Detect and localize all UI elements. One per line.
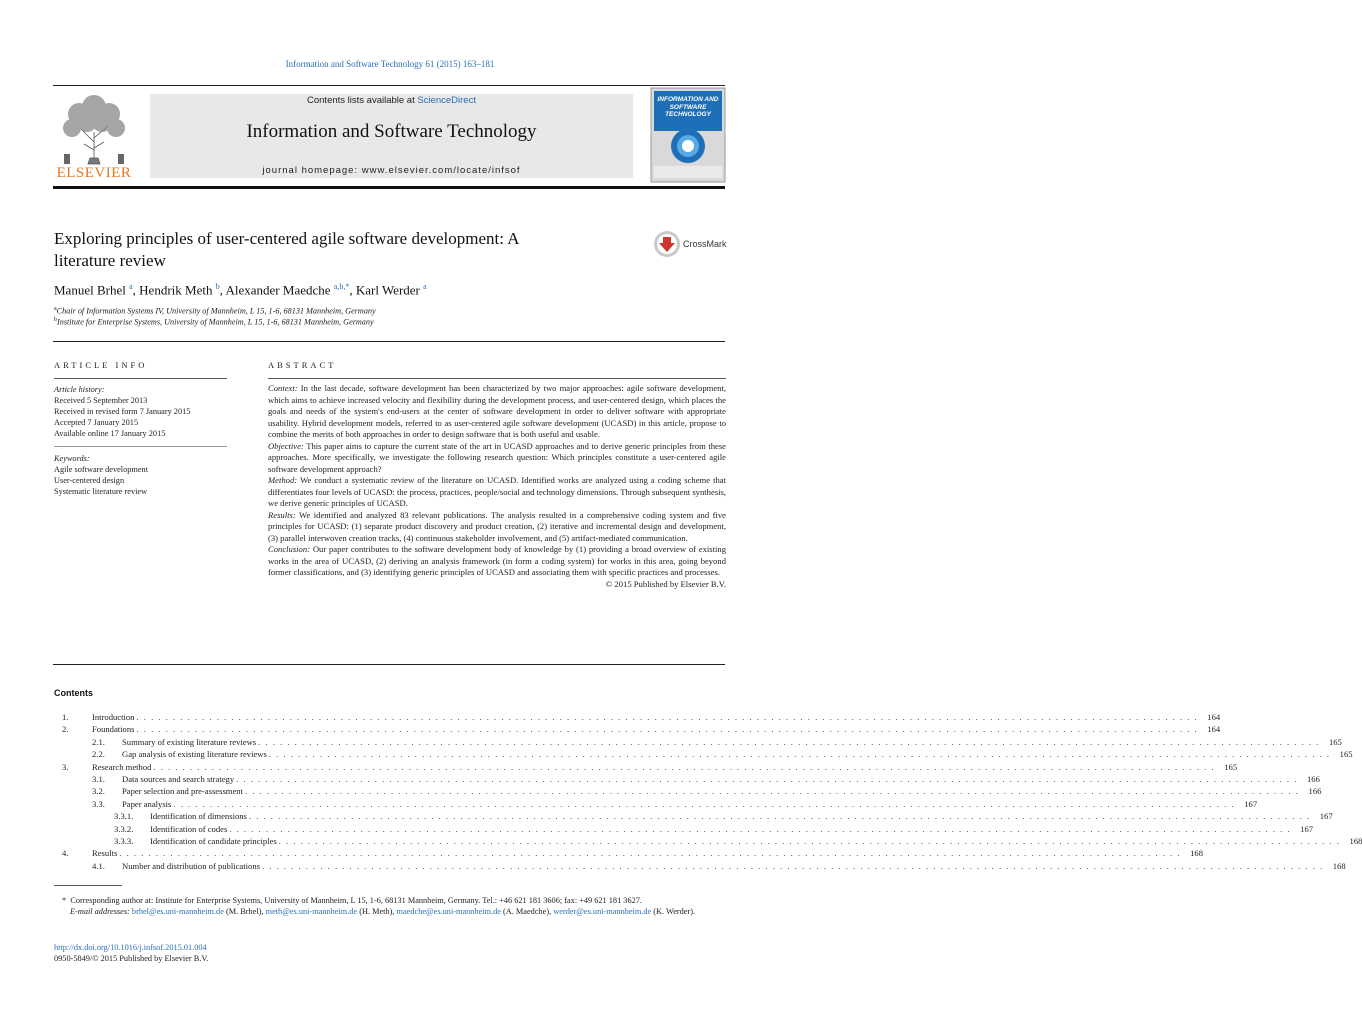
toc-entry[interactable] (54, 798, 1258, 810)
paper-title-line-2: literature review (54, 251, 166, 270)
toc-number: 1. (62, 712, 69, 722)
abstract-section-text: We conduct a systematic review of the literature on UCASD. Identified works are analyzed using a coding scheme that differentiates four levels of UCASD: the process, practices, people/social and technology dimensions. Through subsequent synthesis, we derive generic principles of UCASD. (268, 475, 726, 508)
toc-number: 3.3.2. (114, 823, 134, 834)
toc-page: 168 (1349, 835, 1362, 846)
paper-title (54, 228, 634, 272)
abstract-copyright: © 2015 Published by Elsevier B.V. (605, 578, 726, 589)
keyword: User-centered design (54, 476, 125, 485)
abstract-section-text: We identified and analyzed 83 relevant publications. The analysis resulted in a comprehensive coding system and five principles for UCASD: (1) separate product discovery and product creation, (2) iterative and incremental design and development, (3) parallel interwoven creation tracks, (4) continuous stakeholder involvement, and (5) artifact-mediated communication. (268, 509, 726, 543)
crossmark-label[interactable]: CrossMark (683, 239, 727, 249)
history-entry: Accepted 7 January 2015 (54, 418, 139, 427)
toc-leader-dots: . . . . . . . . . . . . . . . . . . . . . . . . . . . . . . . . . . . . . . . . . . . . . . . . . . . . . . . . . . . . . . . . . . . . . . . . . . . . . . . . . . . . . . . . . . . . . . . . . . . . . . . . . . . . . . . . . . . . . . . . . . . . . . . . . . . . . . . . . . . . . . . . . . (268, 749, 1331, 760)
toc-leader-dots: . . . . . . . . . . . . . . . . . . . . . . . . . . . . . . . . . . . . . . . . . . . . . . . . . . . . . . . . . . . . . . . . . . . . . . . . . . . . . . . . . . . . . . . . . . . . . . . . . . . . . . . . . . . . . . . . . . . . . . . . . . . . . . . . . . . . . . . . . . . . . . . . . . (173, 798, 1236, 809)
history-entry: Available online 17 January 2015 (54, 429, 166, 438)
toc-entry[interactable] (54, 711, 1221, 723)
email-owner: (K. Werder). (653, 907, 696, 916)
toc-number: 2.2. (92, 749, 105, 760)
toc-entry[interactable] (54, 835, 1362, 847)
toc-label: Identification of candidate principles (150, 835, 277, 846)
author-affiliation-marker[interactable]: a (423, 282, 427, 291)
toc-entry[interactable] (54, 773, 1320, 785)
corresponding-author-line (54, 895, 726, 906)
article-history (54, 384, 190, 439)
toc-number: 3.3.3. (114, 835, 134, 846)
history-entry: Received in revised form 7 January 2015 (54, 407, 191, 416)
toc-entry[interactable] (54, 723, 1221, 735)
article-info-heading: ARTICLE INFO (54, 360, 148, 370)
affiliation-text: Chair of Information Systems IV, University of Mannheim, L 15, 1-6, 68131 Mannheim, Germany (56, 306, 376, 316)
toc-page: 168 (1332, 860, 1346, 871)
toc-label: Paper analysis (122, 798, 172, 809)
toc-page: 166 (1308, 786, 1322, 797)
abstract-context (268, 383, 726, 441)
author-name: Manuel Brhel (54, 282, 126, 298)
author-separator: , (349, 282, 356, 298)
top-rule (53, 85, 725, 86)
affiliation-b (54, 317, 374, 327)
toc-label: Introduction (92, 712, 135, 722)
toc-label: Research method (92, 761, 152, 772)
abstract-section-label: Results: (268, 509, 296, 520)
toc-entry[interactable] (54, 823, 1314, 835)
author-separator: , (219, 282, 226, 298)
abstract-section-text: In the last decade, software development has been characterized by two major approaches: agile software development, which aims to achieve increased velocity and flexibility during the development process, and user-centered design, which places the goals and needs of the system's end-users at the center of software development in order to deliver software with appropriate usability. Hybrid development models, referred to as user-centered agile software development (UCASD) in this article, propose to combine the merits of both approaches in order to design software that is both useful and usable. (268, 383, 726, 439)
doi-block (54, 942, 208, 964)
toc-page: 167 (1244, 798, 1258, 809)
toc-page: 165 (1339, 749, 1353, 760)
author-affiliation-marker[interactable]: a (129, 282, 133, 291)
toc-leader-dots: . . . . . . . . . . . . . . . . . . . . . . . . . . . . . . . . . . . . . . . . . . . . . . . . . . . . . . . . . . . . . . . . . . . . . . . . . . . . . . . . . . . . . . . . . . . . . . . . . . . . . . . . . . . . . . . . . . . . . . . . . . . . . . . . . . . . . . . . . . . . . . . . . . (248, 811, 1311, 822)
toc-number: 4. (62, 848, 69, 859)
abstract-objective (268, 441, 726, 476)
toc-entry[interactable] (54, 785, 1322, 797)
sciencedirect-link[interactable]: ScienceDirect (417, 95, 476, 106)
footnote-rule (54, 885, 122, 886)
toc-number: 3.3. (92, 798, 105, 809)
toc-entry[interactable] (54, 810, 1333, 822)
affiliation-a (54, 306, 376, 316)
toc-page: 166 (1306, 773, 1320, 784)
affiliation-marker: a (54, 306, 57, 312)
contents-available-line (150, 95, 633, 106)
author-affiliation-marker[interactable]: b (215, 282, 220, 291)
toc-label: Number and distribution of publications (122, 860, 260, 871)
issn-line: 0950-5849/© 2015 Published by Elsevier B.V. (54, 954, 209, 963)
keyword: Agile software development (54, 465, 149, 474)
toc-label: Foundations (92, 724, 135, 735)
header-bottom-rule (53, 186, 725, 189)
toc-label: Results (92, 848, 118, 859)
corresponding-author-footnote (54, 895, 726, 917)
toc-label: Identification of codes (150, 823, 228, 834)
abstract-section-label: Objective: (268, 440, 304, 451)
journal-title: Information and Software Technology (246, 121, 537, 142)
toc-entry[interactable] (54, 736, 1342, 748)
toc-leader-dots: . . . . . . . . . . . . . . . . . . . . . . . . . . . . . . . . . . . . . . . . . . . . . . . . . . . . . . . . . . . . . . . . . . . . . . . . . . . . . . . . . . . . . . . . . . . . . . . . . . . . . . . . . . . . . . . . . . . . . . . . . . . . . . . . . . . . . . . . . . . . . . . . . . (261, 860, 1324, 871)
toc-leader-dots: . . . . . . . . . . . . . . . . . . . . . . . . . . . . . . . . . . . . . . . . . . . . . . . . . . . . . . . . . . . . . . . . . . . . . . . . . . . . . . . . . . . . . . . . . . . . . . . . . . . . . . . . . . . . . . . . . . . . . . . . . . . . . . . . . . . . . . . . . . . . . . . . . . (236, 773, 1298, 784)
toc-page: 164 (1207, 724, 1221, 735)
toc-page: 167 (1319, 811, 1333, 822)
elsevier-wordmark: ELSEVIER (56, 165, 132, 181)
toc-number: 2.1. (92, 736, 105, 747)
toc-label: Data sources and search strategy (122, 773, 235, 784)
toc-label: Summary of existing literature reviews (122, 736, 257, 747)
toc-entry[interactable] (54, 761, 1238, 773)
abstract-body (268, 383, 726, 590)
author-affiliation-marker[interactable]: a,b,* (333, 282, 350, 291)
article-history-label: Article history: (54, 385, 105, 394)
affiliation-marker: b (54, 317, 57, 323)
toc-number: 2. (62, 724, 69, 735)
toc-leader-dots: . . . . . . . . . . . . . . . . . . . . . . . . . . . . . . . . . . . . . . . . . . . . . . . . . . . . . . . . . . . . . . . . . . . . . . . . . . . . . . . . . . . . . . . . . . . . . . . . . . . . . . . . . . . . . . . . . . . . . . . . . . . . . . . . . . . . . . . . . . . . . . . . . . (119, 848, 1182, 859)
abstract-conclusion (268, 544, 726, 579)
email-link[interactable]: maedche@es.uni-mannheim.de (396, 907, 501, 916)
email-link[interactable]: brhel@es.uni-mannheim.de (131, 907, 224, 916)
abstract-rule (268, 378, 726, 379)
author-name: Karl Werder (355, 282, 420, 298)
email-link[interactable]: werder@es.uni-mannheim.de (553, 907, 652, 916)
contents-available-text: Contents lists available at (307, 95, 415, 106)
abstract-method (268, 475, 726, 510)
abstract-section-label: Method: (268, 475, 298, 485)
author-separator: , (132, 282, 140, 298)
toc-number: 3.1. (92, 773, 105, 784)
email-label: E-mail addresses: (70, 907, 130, 916)
abstract-heading: ABSTRACT (268, 360, 337, 370)
crossmark-icon[interactable] (653, 230, 681, 258)
email-addresses-line (54, 906, 726, 917)
toc-leader-dots: . . . . . . . . . . . . . . . . . . . . . . . . . . . . . . . . . . . . . . . . . . . . . . . . . . . . . . . . . . . . . . . . . . . . . . . . . . . . . . . . . . . . . . . . . . . . . . . . . . . . . . . . . . . . . . . . . . . . . . . . . . . . . . . . . . . . . . . . . . . . . . . . . . (258, 736, 1320, 747)
author-list (54, 282, 427, 298)
article-info-rule (54, 378, 227, 379)
keywords-rule (54, 446, 227, 447)
table-of-contents (54, 711, 1362, 872)
abstract-section-label: Conclusion: (268, 544, 311, 554)
toc-entry[interactable] (54, 748, 1353, 760)
toc-page: 165 (1328, 736, 1342, 747)
abstract-section-label: Context: (268, 383, 298, 393)
email-link[interactable]: meth@es.uni-mannheim.de (265, 907, 358, 916)
email-owner: (M. Brhel), (225, 907, 264, 916)
keyword: Systematic literature review (54, 487, 148, 496)
journal-reference-link[interactable]: Information and Software Technology 61 (2015) 163–181 (285, 59, 495, 69)
affiliation-rule (53, 341, 725, 342)
keywords-label: Keywords: (54, 454, 90, 463)
paper-title-line-1: Exploring principles of user-centered agile software development: A (54, 229, 520, 248)
toc-page: 164 (1207, 712, 1221, 722)
contents-title: Contents (54, 688, 93, 698)
toc-entry[interactable] (54, 847, 1204, 859)
toc-leader-dots: . . . . . . . . . . . . . . . . . . . . . . . . . . . . . . . . . . . . . . . . . . . . . . . . . . . . . . . . . . . . . . . . . . . . . . . . . . . . . . . . . . . . . . . . . . . . . . . . . . . . . . . . . . . . . . . . . . . . . . . . . . . . . . . . . . . . . . . . . . . . . . . . . (245, 786, 1300, 797)
toc-number: 3.2. (92, 786, 105, 797)
keywords-block (54, 453, 148, 497)
toc-label: Gap analysis of existing literature reviews (122, 749, 267, 760)
toc-page: 168 (1190, 848, 1204, 859)
toc-leader-dots: . . . . . . . . . . . . . . . . . . . . . . . . . . . . . . . . . . . . . . . . . . . . . . . . . . . . . . . . . . . . . . . . . . . . . . . . . . . . . . . . . . . . . . . . . . . . . . . . . . . . . . . . . . . . . . . . . . . . . . . . . . . . . . . . . . . . . . . . . . . . . . . . . . (136, 712, 1199, 722)
toc-leader-dots: . . . . . . . . . . . . . . . . . . . . . . . . . . . . . . . . . . . . . . . . . . . . . . . . . . . . . . . . . . . . . . . . . . . . . . . . . . . . . . . . . . . . . . . . . . . . . . . . . . . . . . . . . . . . . . . . . . . . . . . . . . . . . . . . . . . . . . . . . . . . . . . . . . (229, 823, 1292, 834)
history-entry: Received 5 September 2013 (54, 396, 148, 405)
corresponding-author-text: Corresponding author at: Institute for Enterprise Systems, University of Mannheim, L 15, 1-6, 68131 Mannheim, Germany. Tel.: +46 621 181 3606; fax: +49 621 181 3627. (70, 896, 642, 905)
toc-number: 3.3.1. (114, 811, 134, 822)
toc-entry[interactable] (54, 860, 1346, 872)
email-owner: (A. Maedche), (503, 907, 552, 916)
doi-link[interactable]: http://dx.doi.org/10.1016/j.infsof.2015.01.004 (54, 943, 207, 952)
affiliation-text: Institute for Enterprise Systems, University of Mannheim, L 15, 1-6, 68131 Mannheim, Germany (57, 317, 374, 327)
abstract-bottom-rule (53, 664, 725, 665)
toc-leader-dots: . . . . . . . . . . . . . . . . . . . . . . . . . . . . . . . . . . . . . . . . . . . . . . . . . . . . . . . . . . . . . . . . . . . . . . . . . . . . . . . . . . . . . . . . . . . . . . . . . . . . . . . . . . . . . . . . . . . . . . . . . . . . . . . . . . . . . . . . . . . . . . . . . . (153, 761, 1216, 772)
toc-page: 167 (1300, 823, 1314, 834)
toc-leader-dots: . . . . . . . . . . . . . . . . . . . . . . . . . . . . . . . . . . . . . . . . . . . . . . . . . . . . . . . . . . . . . . . . . . . . . . . . . . . . . . . . . . . . . . . . . . . . . . . . . . . . . . . . . . . . . . . . . . . . . . . . . . . . . . . . . . . . . . . . . . . . . . . . . . (278, 835, 1341, 846)
email-owner: (H. Meth), (359, 907, 395, 916)
journal-cover-title: INFORMATION AND SOFTWARE TECHNOLOGY (657, 96, 719, 118)
toc-label: Paper selection and pre-assessment (122, 786, 243, 797)
author-name: Alexander Maedche (225, 282, 331, 298)
toc-page: 165 (1224, 761, 1238, 772)
author-name: Hendrik Meth (139, 282, 213, 298)
journal-homepage[interactable]: journal homepage: www.elsevier.com/locate/infsof (262, 165, 521, 176)
abstract-section-text: Our paper contributes to the software development body of knowledge by (1) providing a broad overview of existing works in the area of UCASD, (2) deriving an analysis framework (in form a coding system) for works in this area, going beyond former classifications, and (3) identifying generic principles of UCASD and associating them with specific practices and processes. (268, 544, 726, 577)
toc-number: 3. (62, 761, 69, 772)
abstract-section-text: This paper aims to capture the current state of the art in UCASD approaches and to derive generic principles from these approaches. More specifically, we investigate the following research question: Which principles constitute a user-centered agile software development approach? (268, 440, 726, 474)
abstract-results (268, 510, 726, 545)
toc-label: Identification of dimensions (150, 811, 247, 822)
toc-leader-dots: . . . . . . . . . . . . . . . . . . . . . . . . . . . . . . . . . . . . . . . . . . . . . . . . . . . . . . . . . . . . . . . . . . . . . . . . . . . . . . . . . . . . . . . . . . . . . . . . . . . . . . . . . . . . . . . . . . . . . . . . . . . . . . . . . . . . . . . . . . . . . . . . . . (136, 724, 1199, 735)
toc-number: 4.1. (92, 860, 105, 871)
footnote-marker: * (62, 896, 67, 905)
